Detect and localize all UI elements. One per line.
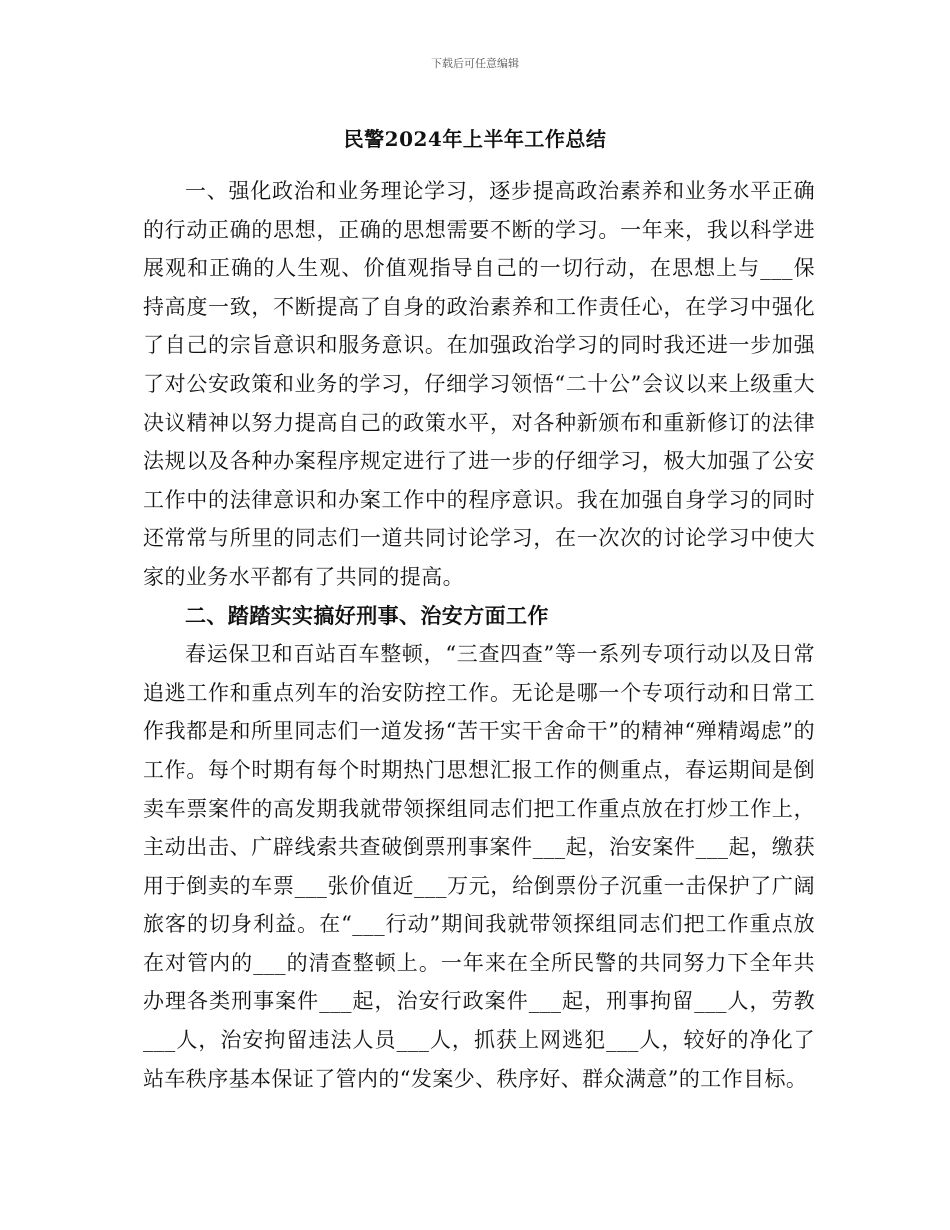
paragraph-criminal-security-work: 春运保卫和百站百车整顿，“三查四查”等一系列专项行动以及日常追逃工作和重点列车的治安防控工作。无论是哪一个专项行动和日常工作我都是和所里同志们一道发扬“苦干实干舍命干”的精神“殚精竭虑”的工作。每个时期有每个时期热门思想汇报工作的侧重点，春运期间是倒卖车票案件的高发期我就带领探组同志们把工作重点放在打炒工作上，主动出击、广辟线索共查破倒票刑事案件___起，治安案件___起，缴获用于倒卖的车票___张价值近___万元，给倒票份子沉重一击保护了广阔旅客的切身利益。在“___行动”期间我就带领探组同志们把工作重点放在对管内的___的清查整顿上。一年来在全所民警的共同努力下全年共办理各类刑事案件___起，治安行政案件___起，刑事拘留___人，劳教___人，治安拘留违法人员___人，抓获上网逃犯___人，较好的净化了站车秩序基本保证了管内的“发案少、秩序好、群众满意”的工作目标。 — [143, 642, 815, 1091]
page-header-note: 下载后可任意编辑 — [431, 57, 519, 70]
document-title: 民警2024年上半年工作总结 — [343, 127, 607, 151]
section-heading-criminal-security: 二、踏踏实实搞好刑事、治安方面工作 — [185, 602, 549, 628]
document-body — [143, 172, 815, 1098]
paragraph-political-study: 一、强化政治和业务理论学习，逐步提高政治素养和业务水平正确的行动正确的思想，正确的思想需要不断的学习。一年来，我以科学进展观和正确的人生观、价值观指导自己的一切行动，在思想上与___保持高度一致，不断提高了自身的政治素养和工作责任心，在学习中强化了自己的宗旨意识和服务意识。在加强政治学习的同时我还进一步加强了对公安政策和业务的学习，仔细学习领悟“二十公”会议以来上级重大决议精神以努力提高自己的政策水平，对各种新颁布和重新修订的法律法规以及各种办案程序规定进行了进一步的仔细学习，极大加强了公安工作中的法律意识和办案工作中的程序意识。我在加强自身学习的同时还常常与所里的同志们一道共同讨论学习，在一次次的讨论学习中使大家的业务水平都有了共同的提高。 — [143, 179, 815, 589]
